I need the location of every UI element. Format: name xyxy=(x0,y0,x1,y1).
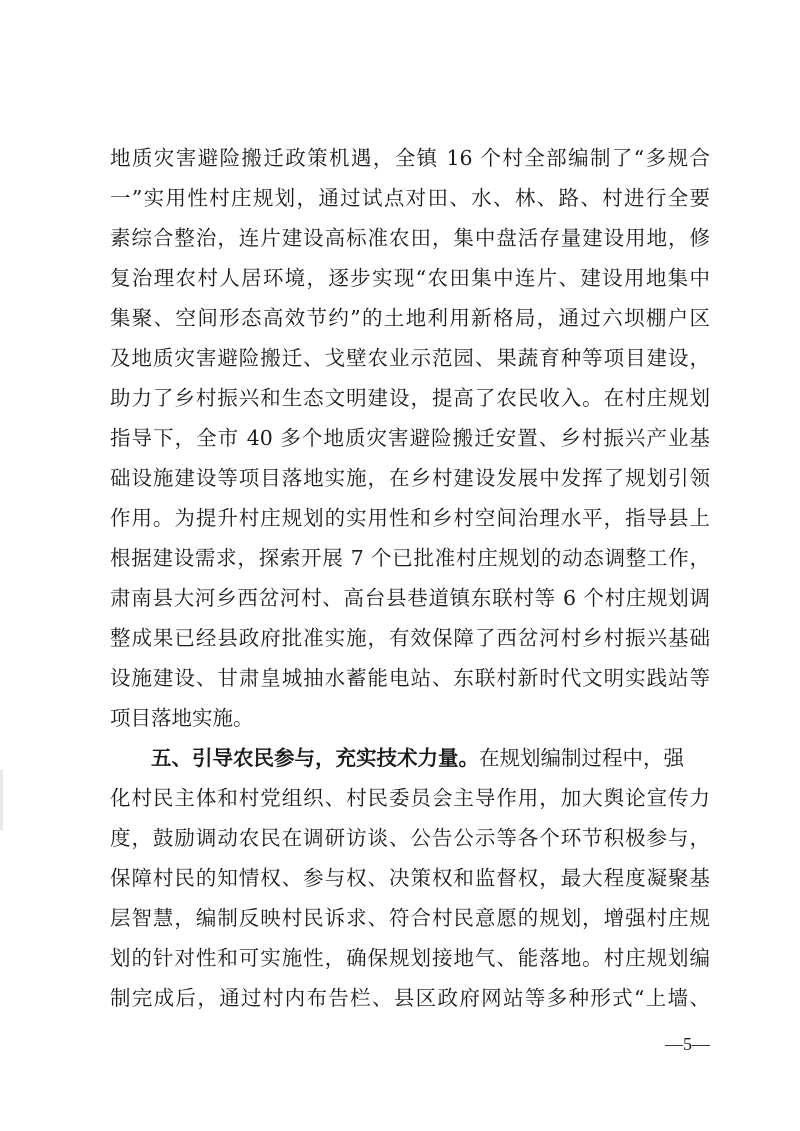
text-line: 设施建设、甘肃皇城抽水蓄能电站、东联村新时代文明实践站等 xyxy=(110,666,710,690)
text-line: 复治理农村人居环境，逐步实现“农田集中连片、建设用地集中 xyxy=(110,266,710,290)
scan-margin-mark xyxy=(0,770,3,830)
text-line: 化村民主体和村党组织、村民委员会主导作用，加大舆论宣传力 xyxy=(110,786,710,810)
text-line: 划的针对性和可实施性，确保规划接地气、能落地。村庄规划编 xyxy=(110,946,710,970)
text-line-paragraph-end: 项目落地实施。 xyxy=(110,706,254,730)
text-line: 整成果已经县政府批准实施，有效保障了西岔河村乡村振兴基础 xyxy=(110,626,710,650)
body-text xyxy=(110,138,710,1018)
text-line: 础设施建设等项目落地实施，在乡村建设发展中发挥了规划引领 xyxy=(110,466,710,490)
text-line: 层智慧，编制反映村民诉求、符合村民意愿的规划，增强村庄规 xyxy=(110,906,710,930)
page-number: —5— xyxy=(665,1034,710,1054)
text-line: 一”实用性村庄规划，通过试点对田、水、林、路、村进行全要 xyxy=(110,186,710,210)
text-line: 作用。为提升村庄规划的实用性和乡村空间治理水平，指导县上 xyxy=(110,506,710,530)
text-line: 指导下，全市 40 多个地质灾害避险搬迁安置、乡村振兴产业基 xyxy=(110,426,710,450)
text-line: 地质灾害避险搬迁政策机遇，全镇 16 个村全部编制了“多规合 xyxy=(110,146,710,170)
text-line: 集聚、空间形态高效节约”的土地利用新格局，通过六坝棚户区 xyxy=(110,306,710,330)
text-line: 肃南县大河乡西岔河村、高台县巷道镇东联村等 6 个村庄规划调 xyxy=(110,586,710,610)
text-line: 根据建设需求，探索开展 7 个已批准村庄规划的动态调整工作， xyxy=(110,546,710,570)
text-line: 度，鼓励调动农民在调研访谈、公告公示等各个环节积极参与， xyxy=(110,826,710,850)
text-line: 保障村民的知情权、参与权、决策权和监督权，最大程度凝聚基 xyxy=(110,866,710,890)
text-line: 素综合整治，连片建设高标准农田，集中盘活存量建设用地，修 xyxy=(110,226,710,250)
section-5-first-line xyxy=(110,738,710,778)
section-5-heading: 五、引导农民参与，充实技术力量。 xyxy=(151,746,479,770)
text-line: 及地质灾害避险搬迁、戈壁农业示范园、果蔬育种等项目建设， xyxy=(110,346,710,370)
text-line: 制完成后，通过村内布告栏、县区政府网站等多种形式“上墙、 xyxy=(110,986,710,1010)
section-5-first-line-text: 在规划编制过程中，强 xyxy=(479,746,684,770)
text-line: 助力了乡村振兴和生态文明建设，提高了农民收入。在村庄规划 xyxy=(110,386,710,410)
